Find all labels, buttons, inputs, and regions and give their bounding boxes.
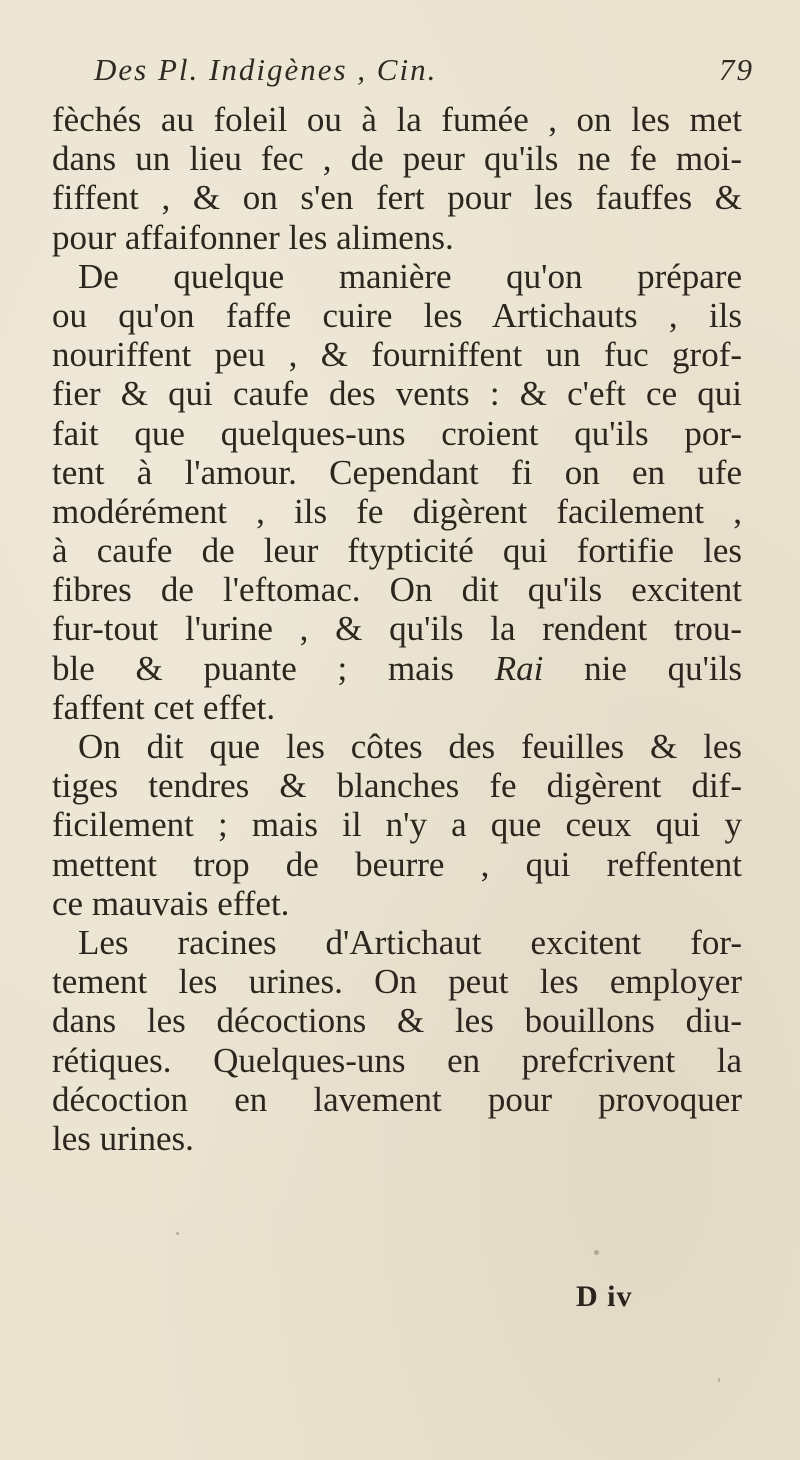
running-title: Des Pl. Indigènes , Cin. [94, 52, 438, 87]
paper-speck [594, 1250, 599, 1255]
text-line: ou qu'on faffe cuire les Artichauts , ils [52, 295, 742, 335]
text-line: On dit que les côtes des feuilles & les [78, 727, 742, 766]
text-line: à caufe de leur ftypticité qui fortifie les [52, 531, 742, 571]
text-line: tiges tendres & blanches fe digèrent dif- [52, 766, 742, 806]
text-line: fait que quelques-uns croient qu'ils por- [52, 413, 742, 453]
text-line: fur-tout l'urine , & qu'ils la rendent trou- [52, 609, 742, 649]
signature-mark: D iv [576, 1280, 633, 1313]
text-line: faffent cet effet. [52, 687, 276, 727]
text-line: décoction en lavement pour provoquer [52, 1079, 742, 1119]
paper-speck [718, 1378, 720, 1382]
running-head [94, 52, 784, 88]
text-line: ble & puante ; mais Rai nie qu'ils [52, 648, 742, 688]
text-line: rétiques. Quelques-uns en prefcrivent la [52, 1040, 742, 1080]
text-line: fiffent , & on s'en fert pour les fauffes & [52, 178, 742, 218]
text-line: ce mauvais effet. [52, 883, 290, 923]
text-line: De quelque manière qu'on prépare [78, 256, 742, 296]
text-line: fibres de l'eftomac. On dit qu'ils excitent [52, 570, 742, 610]
text-line: dans les décoctions & les bouillons diu- [52, 1001, 742, 1041]
text-line: ficilement ; mais il n'y a que ceux qui y [52, 805, 742, 845]
text-line: fier & qui caufe des vents : & c'eft ce qui [52, 374, 742, 414]
text-line: pour affaifonner les alimens. [52, 217, 454, 257]
text-line: les urines. [52, 1118, 194, 1158]
text-line: mettent trop de beurre , qui reffentent [52, 844, 742, 884]
text-line: dans un lieu fec , de peur qu'ils ne fe moi- [52, 139, 742, 179]
text-line: tent à l'amour. Cependant fi on en ufe [52, 452, 742, 492]
text-line: modérément , ils fe digèrent facilement , [52, 491, 742, 531]
text-line: fèchés au foleil ou à la fumée , on les met [52, 100, 742, 139]
paper-speck [176, 1232, 179, 1235]
body-text [52, 100, 742, 1158]
text-line: tement les urines. On peut les employer [52, 962, 742, 1002]
text-line: nouriffent peu , & fourniffent un fuc grof- [52, 335, 742, 375]
page-number: 79 [719, 52, 754, 87]
author-name: Rai [494, 648, 544, 688]
text-line: Les racines d'Artichaut excitent for- [78, 922, 742, 962]
